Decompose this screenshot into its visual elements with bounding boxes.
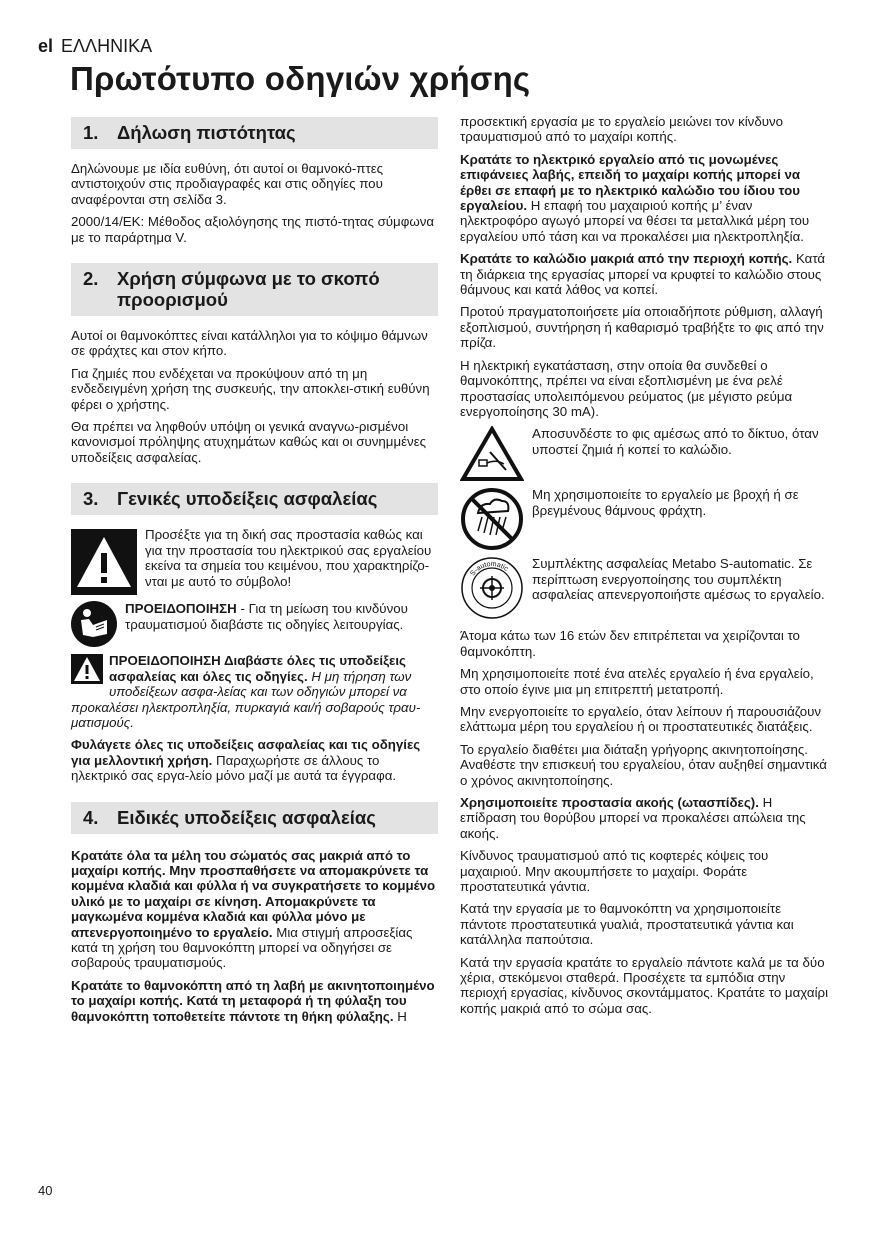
r-paragraph-3: Κρατάτε το καλώδιο μακριά από την περιοχή κοπής. Κατά τη διάρκεια της εργασίας μπορεί να κρυφτεί το καλώδιο στους θάμνους και κατά λάθος να κοπεί. (460, 251, 826, 298)
no-rain-icon (460, 487, 524, 551)
small-warning-triangle-icon (71, 654, 103, 684)
r-paragraph-9: Άτομα κάτω των 16 ετών δεν επιτρέπεται να χειρίζονται το θαμνοκόπτη. (460, 628, 800, 659)
r-paragraph-15: Κατά την εργασία με το θαμνοκόπτη να χρησιμοποιείτε πάντοτε προστατευτικά γυαλιά, προστατευτικά γάντια και κατάλληλα παπούτσια. (460, 901, 794, 948)
cable-damage-warning-icon (460, 426, 524, 482)
s3-paragraph-4: Φυλάγετε όλες τις υποδείξεις ασφαλείας και τις οδηγίες για μελλοντική χρήση. Παραχωρήστε σε άλλους το ηλεκτρικό σας εργα-λείο μόνο μαζί με αυτά τα έγγραφα. (71, 737, 421, 784)
section-1-heading: 1. Δήλωση πιστότητας (71, 117, 438, 149)
r-paragraph-13: Χρησιμοποιείτε προστασία ακοής (ωτασπίδες). Η επίδραση του θορύβου μπορεί να προκαλέσει απώλεια της ακοής. (460, 794, 806, 841)
r-paragraph-8: Συμπλέκτης ασφαλείας Metabo S-automatic. Σε περίπτωση ενεργοποίησης του συμπλέκτη ασφαλείας απενεργοποιήστε αμέσως το εργαλείο. (532, 556, 825, 603)
language-label (38, 36, 152, 57)
right-column (460, 114, 830, 1023)
r-paragraph-5: Η ηλεκτρική εγκατάσταση, στην οποία θα συνδεθεί ο θαμνοκόπτης, πρέπει να είναι εξοπλισμένη με ένα ρελέ προστασίας υπολειπόμενου ρεύματος (με μέγιστο ρεύμα ενεργοποίησης 30 mA). (460, 357, 793, 419)
r-paragraph-1: προσεκτική εργασία με το εργαλείο μειώνει τον κίνδυνο τραυματισμού από το μαχαίρι κοπής. (460, 114, 784, 145)
section-2-heading: 2. Χρήση σύμφωνα με το σκοπό προορισμού (71, 263, 438, 316)
r-paragraph-10: Μη χρησιμοποιείτε ποτέ ένα ατελές εργαλείο ή ένα εργαλείο, στο οποίο έγινε μια μη επιτρεπτή μετατροπή. (460, 666, 814, 697)
r-paragraph-6: Αποσυνδέστε το φις αμέσως από το δίκτυο, όταν υποστεί ζημιά ή κοπεί το καλώδιο. (532, 426, 819, 457)
r-paragraph-11: Μην ενεργοποιείτε το εργαλείο, όταν λείπουν ή παρουσιάζουν ελάττωμα μέρη του εργαλείου ή οι προστατευτικές διατάξεις. (460, 703, 822, 735)
s2-paragraph-2: Για ζημιές που ενδέχεται να προκύψουν από τη μη ενδεδειγμένη χρήση της συσκευής, την αποκλει-στική ευθύνη φέρει ο χρήστης. (71, 365, 430, 412)
s1-paragraph-1: Δηλώνουμε με ιδία ευθύνη, ότι αυτοί οι θαμνοκό-πτες αντιστοιχούν στις προδιαγραφές και στις οδηγίες που αναφέρονται στη σελίδα 3. (71, 161, 384, 207)
page-number: 40 (38, 1183, 53, 1198)
r-paragraph-12: Το εργαλείο διαθέτει μια διάταξη γρήγορης ακινητοποίησης. Αναθέστε την επισκευή του εργαλείου, όταν αυξηθεί σημαντικά ο χρόνος ακινητοποίησης. (460, 741, 827, 788)
s2-paragraph-3: Θα πρέπει να ληφθούν υπόψη οι γενικά αναγνω-ρισμένοι κανονισμοί πρόληψης ατυχημάτων καθώς και οι συνημμένες υποδείξεις ασφαλείας. (71, 419, 427, 465)
read-manual-icon (71, 601, 117, 647)
r-paragraph-7: Μη χρησιμοποιείτε το εργαλείο με βροχή ή σε βρεγμένους θάμνους φράχτη. (532, 487, 799, 518)
s-automatic-clutch-icon (460, 556, 524, 620)
section-4-heading: 4. Ειδικές υποδείξεις ασφαλείας (71, 802, 438, 834)
language-name: ΕΛΛΗΝΙΚΑ (61, 36, 153, 56)
s3-paragraph-3: ΠΡΟΕΙΔΟΠΟΙΗΣΗ Διαβάστε όλες τις υποδείξεις ασφαλείας και όλες τις οδηγίες. Η μη τήρηση των υποδείξεων ασφα-λείας και των οδηγιών μπορεί να προκαλέσει ηλεκτροπληξία, πυρκαγιά και/ή σοβαρούς τραυ-ματισμούς. (71, 653, 421, 730)
document-title: Πρωτότυπο οδηγιών χρήσης (70, 60, 531, 97)
s-automatic-label: S-automatic (469, 561, 510, 578)
s4-paragraph-1: Κρατάτε όλα τα μέλη του σώματός σας μακριά από το μαχαίρι κοπής. Μην προσπαθήσετε να απομακρύνετε τα κομμένα κλαδιά και φύλλα ή να συγκρατήσετε το κομμένο υλικό με το μαχαίρι σε κίνηση. Απομακρύνετε τα μαγκωμένα κομμένα κλαδιά και φύλλα μόνο με απενεργοποιημένο το εργαλείο. Μια στιγμή απροσεξίας κατά τη χρήση του θαμνοκόπτη μπορεί να οδηγήσει σε σοβαρούς τραυματισμούς. (71, 847, 436, 971)
left-column (71, 117, 438, 1031)
s3-warning-block (71, 527, 438, 595)
section-3-heading: 3. Γενικές υποδείξεις ασφαλείας (71, 483, 438, 515)
s4-paragraph-2: Κρατάτε το θαμνοκόπτη από τη λαβή με ακινητοποιημένο το μαχαίρι κοπής. Κατά τη μεταφορά ή τη φύλαξη του θαμνοκόπτη τοποθετείτε πάντοτε τη θήκη φύλαξης. Η (71, 977, 435, 1024)
s3-warning-label: ΠΡΟΕΙΔΟΠΟΙΗΣΗ (125, 601, 237, 617)
s3-paragraph-1: Προσέξτε για τη δική σας προστασία καθώς και για την προστασία του ηλεκτρικού σας εργαλείου εκείνα τα σημεία του κειμένου, που χαρακτηρίζο-νται με αυτό το σύμβολο! (145, 527, 432, 589)
s2-paragraph-1: Αυτοί οι θαμνοκόπτες είναι κατάλληλοι για το κόψιμο θάμνων σε φράχτες και στον κήπο. (71, 328, 428, 359)
r-paragraph-16: Κατά την εργασία κρατάτε το εργαλείο πάντοτε καλά με τα δύο χέρια, στεκόμενοι σταθερά. Προσέχετε τα εμπόδια στην περιοχή εργασίας, κίνδυνος σκοντάμματος. Κρατάτε το μαχαίρι κοπής μακριά από το σώμα σας. (460, 954, 829, 1016)
warning-triangle-icon (71, 529, 137, 595)
r-paragraph-14: Κίνδυνος τραυματισμού από τις κοφτερές κόψεις του μαχαιριού. Μην ακουμπήσετε το μαχαίρι. Φοράτε προστατευτικά γάντια. (460, 848, 769, 894)
language-code: el (38, 36, 54, 56)
s1-paragraph-2: 2000/14/ΕΚ: Μέθοδος αξιολόγησης της πιστό-τητας σύμφωνα με το παράρτημα V. (71, 214, 435, 245)
r-paragraph-4: Προτού πραγματοποιήσετε μία οποιαδήποτε ρύθμιση, αλλαγή εξοπλισμού, συντήρηση ή καθαρισμό τραβήξτε το φις από την πρίζα. (460, 304, 824, 351)
r-paragraph-2: Κρατάτε το ηλεκτρικό εργαλείο από τις μονωμένες επιφάνειες λαβής, επειδή το μαχαίρι κοπής μπορεί να έρθει σε επαφή με το ηλεκτρικό καλώδιο του ίδιου του εργαλείου. Η επαφή του μαχαιριού κοπής μ’ έναν ηλεκτροφόρο αγωγό μπορεί να θέσει τα μεταλλικά μέρη του εργαλείου υπό τάση και να προκαλέσει μια ηλεκτροπληξία. (460, 151, 810, 244)
s3-paragraph-2: - Για τη μείωση του κινδύνου τραυματισμού διαβάστε τις οδηγίες λειτουργίας. (125, 601, 408, 632)
